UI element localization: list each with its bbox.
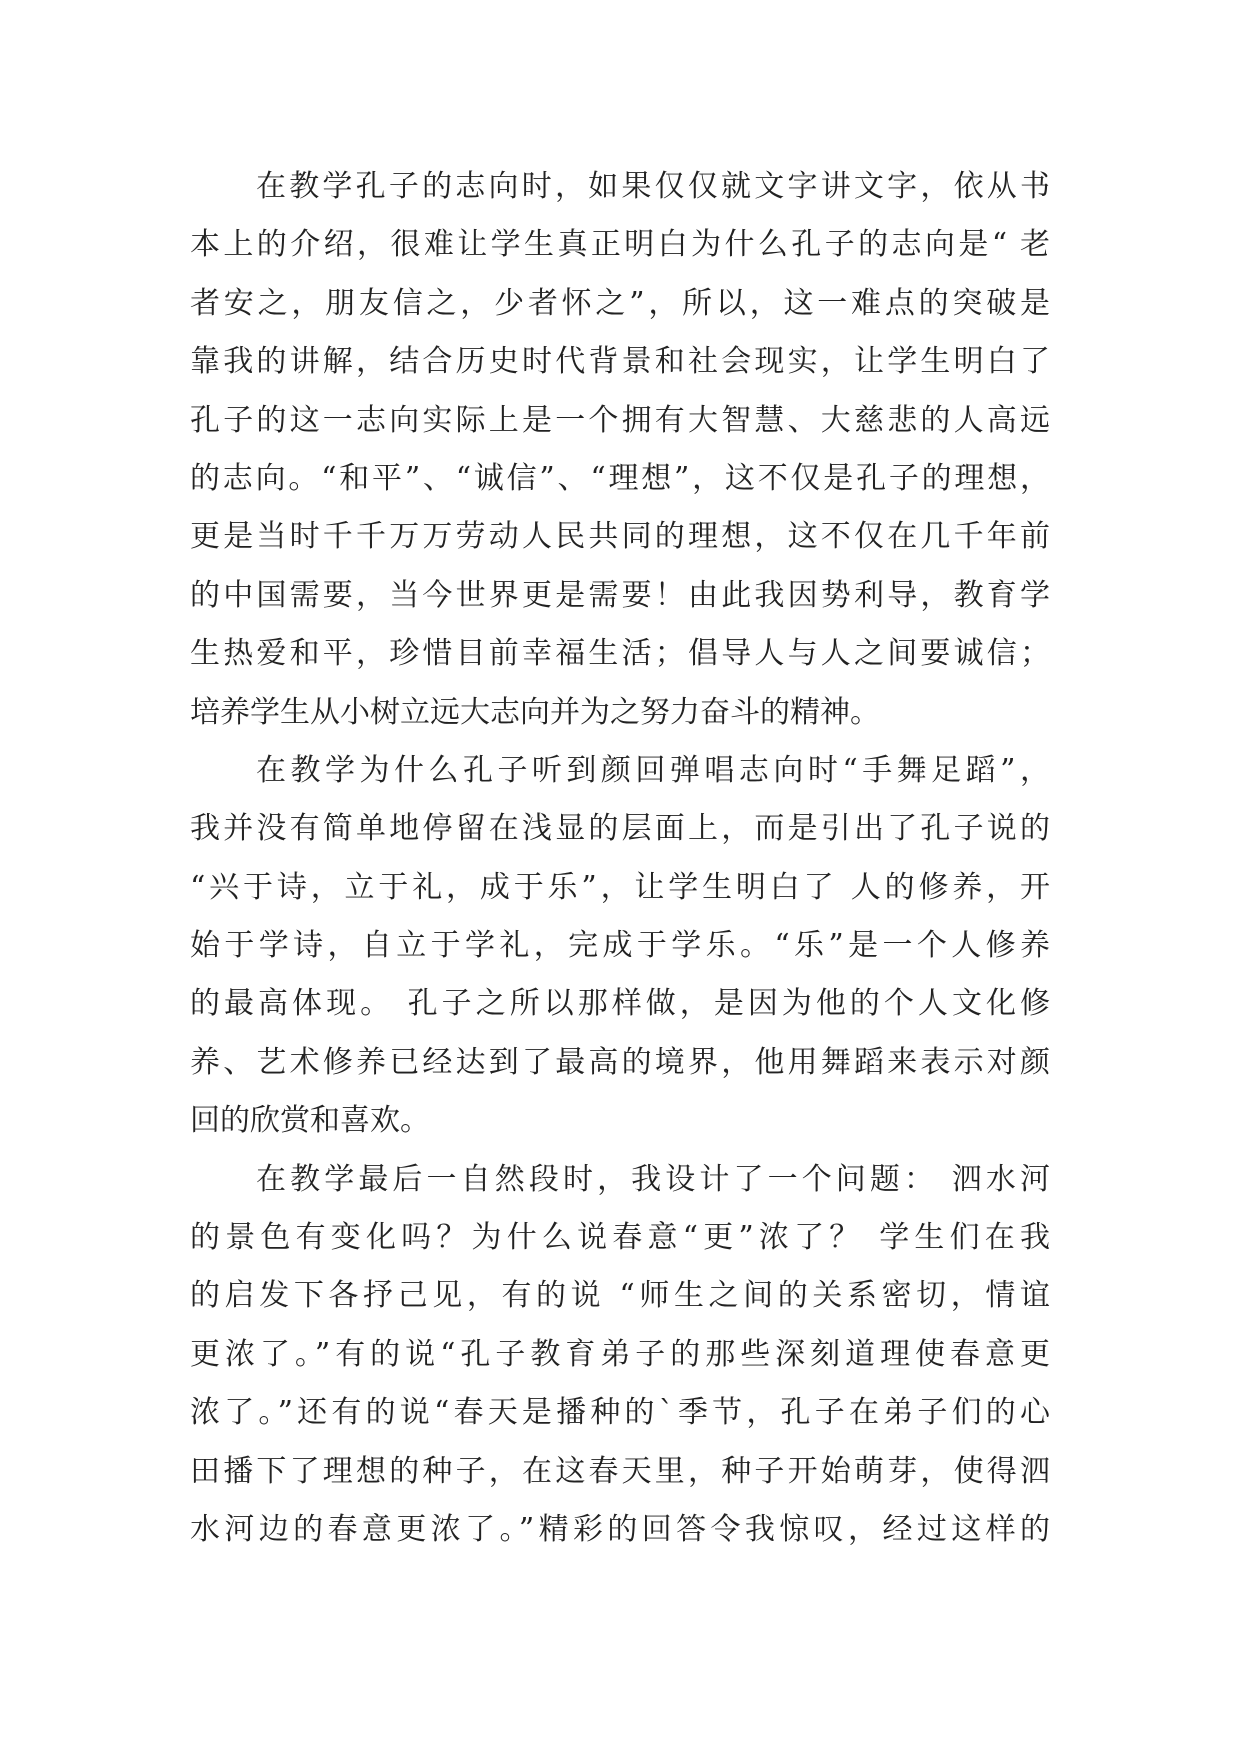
paragraph-2-line-6: 养、艺术修养已经达到了最高的境界，他用舞蹈来表示对颜 [190, 1044, 1050, 1080]
paragraph-2-line-1: 在教学为什么孔子听到颜回弹唱志向时“手舞足蹈”， [256, 752, 1050, 788]
paragraph-3-line-7: 水河边的春意更浓了。”精彩的回答令我惊叹，经过这样的 [190, 1511, 1050, 1547]
paragraph-3-line-1: 在教学最后一自然段时，我设计了一个问题： 泗水河 [256, 1161, 1050, 1197]
document-body [190, 158, 1050, 1559]
paragraph-3-line-3: 的启发下各抒己见，有的说 “师生之间的关系密切，情谊 [190, 1278, 1050, 1314]
paragraph-1-line-5: 孔子的这一志向实际上是一个拥有大智慧、大慈悲的人高远 [190, 402, 1050, 438]
paragraph-1-line-7: 更是当时千千万万劳动人民共同的理想，这不仅在几千年前 [190, 519, 1050, 555]
paragraph-2-line-7: 回的欣赏和喜欢。 [190, 1103, 430, 1139]
paragraph-1-line-4: 靠我的讲解，结合历史时代背景和社会现实，让学生明白了 [190, 344, 1050, 380]
paragraph-2-line-4: 始于学诗，自立于学礼，完成于学乐。“乐”是一个人修养 [190, 928, 1050, 964]
paragraph-2-line-2: 我并没有简单地停留在浅显的层面上，而是引出了孔子说的 [190, 811, 1050, 847]
paragraph-1-line-10: 培养学生从小树立远大志向并为之努力奋斗的精神。 [190, 694, 880, 730]
paragraph-3-line-5: 浓了。”还有的说“春天是播种的`季节，孔子在弟子们的心 [190, 1395, 1050, 1431]
paragraph-1-line-2: 本上的介绍，很难让学生真正明白为什么孔子的志向是“ 老 [190, 227, 1050, 263]
paragraph-1-line-1: 在教学孔子的志向时，如果仅仅就文字讲文字，依从书 [256, 169, 1050, 204]
paragraph-3-line-4: 更浓了。”有的说“孔子教育弟子的那些深刻道理使春意更 [190, 1336, 1050, 1372]
paragraph-1-line-6: 的志向。“和平”、“诚信”、“理想”，这不仅是孔子的理想， [190, 460, 1050, 496]
paragraph-1-line-8: 的中国需要，当今世界更是需要！由此我因势利导，教育学 [190, 577, 1050, 613]
paragraph-3-line-6: 田播下了理想的种子，在这春天里，种子开始萌芽，使得泗 [190, 1453, 1050, 1489]
paragraph-1-line-3: 者安之，朋友信之，少者怀之”，所以，这一难点的突破是 [190, 285, 1050, 321]
paragraph-2-line-3: “兴于诗，立于礼，成于乐”，让学生明白了 人的修养，开 [190, 869, 1050, 905]
paragraph-3-line-2: 的景色有变化吗？为什么说春意“更”浓了？ 学生们在我 [190, 1220, 1050, 1256]
paragraph-2-line-5: 的最高体现。 孔子之所以那样做，是因为他的个人文化修 [190, 986, 1050, 1022]
paragraph-1-line-9: 生热爱和平，珍惜目前幸福生活；倡导人与人之间要诚信； [190, 636, 1050, 672]
